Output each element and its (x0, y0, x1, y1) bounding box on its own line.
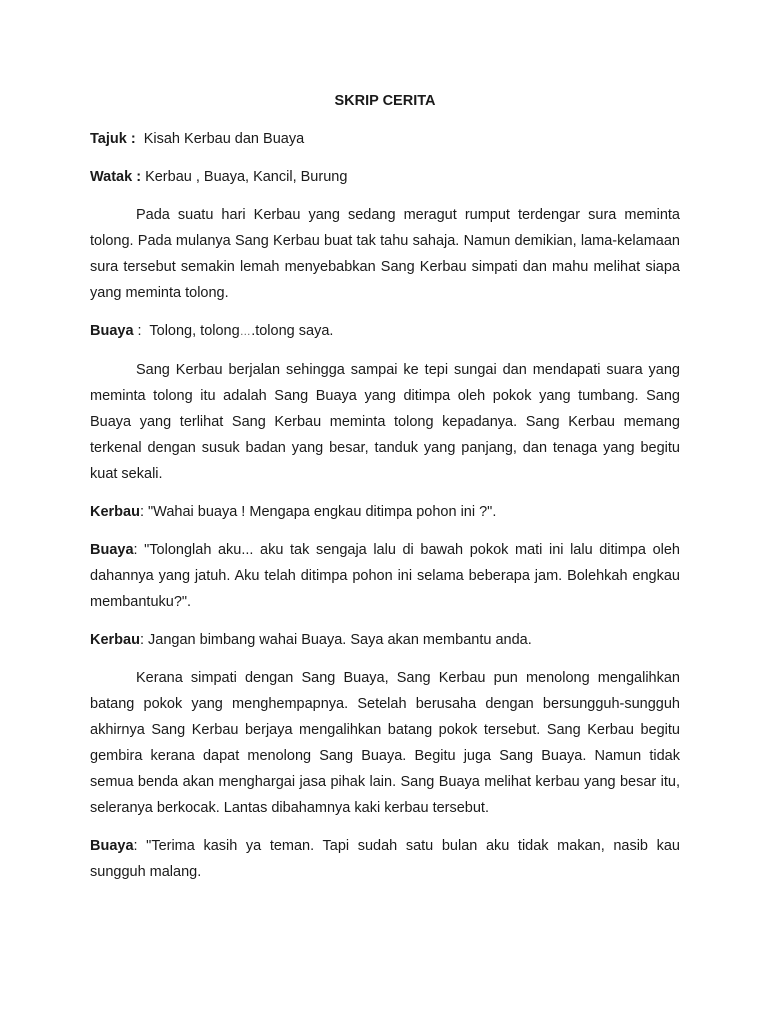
dialog-line-5 (90, 833, 680, 885)
document-title: SKRIP CERITA (334, 93, 436, 109)
dialog-ellipsis: … (239, 326, 252, 338)
dialog-line-3 (90, 537, 680, 615)
dialog-text: "Wahai buaya ! Mengapa engkau ditimpa pohon ini ?". (148, 504, 497, 520)
narration-paragraph-1: Pada suatu hari Kerbau yang sedang meragut rumput terdengar sura meminta tolong. Pada mulanya Sang Kerbau buat tak tahu sahaja. Namun demikian, lama-kelamaan sura tersebut semakin lemah menyebabkan Sang Kerbau simpati dan mahu melihat siapa yang meminta tolong. (90, 207, 680, 301)
dialog-text: Tolong, tolong (149, 323, 240, 339)
dialog-text: Jangan bimbang wahai Buaya. Saya akan membantu anda. (148, 632, 532, 648)
document-page (90, 88, 680, 897)
dialog-line-2 (90, 499, 680, 525)
narration-paragraph-2: Sang Kerbau berjalan sehingga sampai ke tepi sungai dan mendapati suara yang meminta tolong itu adalah Sang Buaya yang ditimpa oleh pokok yang tumbang. Sang Buaya yang terlihat Sang Kerbau meminta tolong kepadanya. Sang Kerbau memang terkenal dengan susuk badan yang besar, tanduk yang panjang, dan tenaga yang begitu kuat sekali. (90, 362, 680, 482)
narration-paragraph-3: Kerana simpati dengan Sang Buaya, Sang Kerbau pun menolong mengalihkan batang pokok yang menghempapnya. Setelah berusaha dengan bersungguh-sungguh akhirnya Sang Kerbau berjaya mengalihkan batang pokok tersebut. Sang Kerbau begitu gembira kerana dapat menolong Sang Buaya. Begitu juga Sang Buaya. Namun tidak semua benda akan menghargai jasa pihak lain. Sang Buaya melihat kerbau yang besar itu, seleranya berkocak. Lantas dibahamnya kaki kerbau tersebut. (90, 670, 680, 816)
speaker-name: Buaya (90, 323, 134, 339)
tajuk-line (90, 126, 680, 152)
tajuk-value: Kisah Kerbau dan Buaya (143, 131, 305, 147)
watak-value: Kerbau , Buaya, Kancil, Burung (145, 169, 348, 185)
speaker-separator: : (133, 323, 150, 339)
watak-label: Watak : (90, 169, 142, 185)
tajuk-label: Tajuk : (90, 131, 136, 147)
speaker-separator: : (133, 838, 147, 854)
speaker-separator: : (133, 542, 145, 558)
speaker-name: Buaya (90, 838, 134, 854)
dialog-text: "Tolonglah aku... aku tak sengaja lalu di bawah pokok mati ini lalu ditimpa oleh dahannya yang jatuh. Aku telah ditimpa pohon ini selama beberapa jam. Bolehkah engkau membantuku?". (90, 542, 680, 610)
dialog-line-4 (90, 627, 680, 653)
speaker-name: Buaya (90, 542, 134, 558)
watak-line (90, 164, 680, 190)
dialog-text-continued: .tolong saya. (251, 323, 334, 339)
speaker-separator: : (139, 504, 149, 520)
speaker-separator: : (139, 632, 149, 648)
dialog-text: "Terima kasih ya teman. Tapi sudah satu bulan aku tidak makan, nasib kau sungguh malang. (90, 838, 680, 880)
speaker-name: Kerbau (90, 632, 140, 648)
dialog-line-1 (90, 318, 680, 345)
speaker-name: Kerbau (90, 504, 140, 520)
